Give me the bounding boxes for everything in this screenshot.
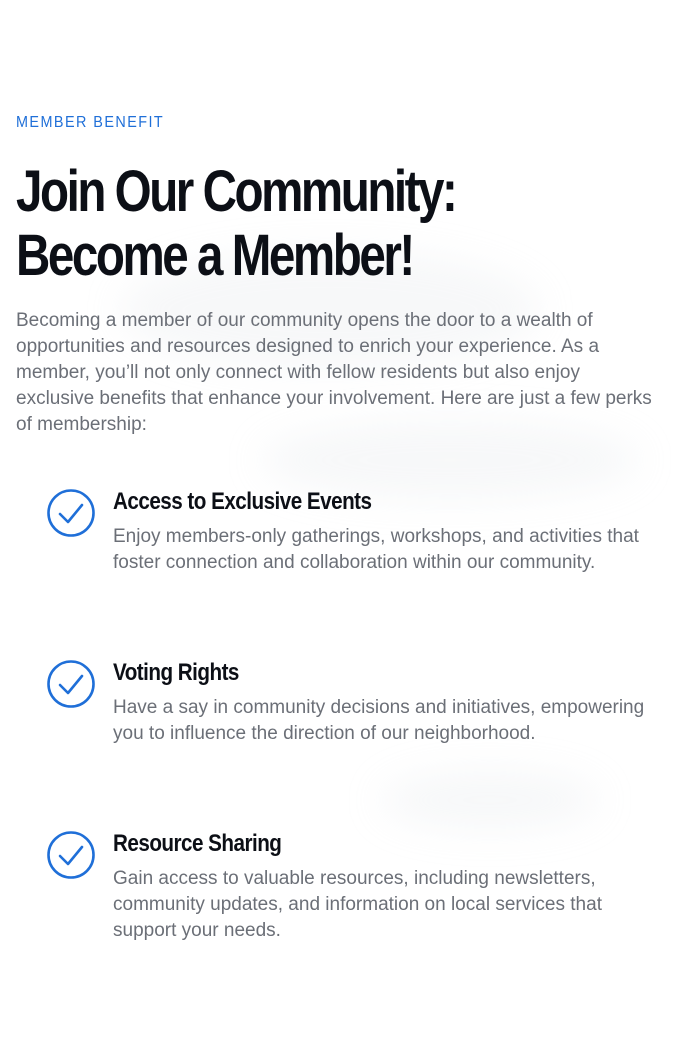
benefit-body (113, 828, 658, 944)
page-title-line-2: Become a Member! (16, 223, 413, 288)
eyebrow-label: MEMBER BENEFIT (16, 114, 165, 131)
benefits-list (46, 486, 656, 999)
benefit-body (113, 486, 658, 576)
benefit-description: Enjoy members-only gatherings, workshops, and activities that foster connection and collaboration within our community. (113, 526, 639, 573)
check-circle-icon (46, 659, 96, 709)
intro-paragraph: Becoming a member of our community opens the door to a wealth of opportunities and resources designed to enrich your experience. As a member, you’ll not only connect with fellow residents but also enjoy exclusive benefits that enhance your involvement. Here are just a few perks of membership: (16, 310, 652, 435)
membership-section (16, 114, 661, 438)
benefit-item-voting-rights (46, 657, 656, 828)
benefit-item-resource-sharing (46, 828, 656, 999)
check-circle-icon (46, 830, 96, 880)
benefit-description: Have a say in community decisions and initiatives, empowering you to influence the direction of our neighborhood. (113, 697, 645, 744)
benefit-title: Voting Rights (113, 659, 239, 686)
benefit-description: Gain access to valuable resources, including newsletters, community updates, and information on local services that support your needs. (113, 868, 602, 941)
page-title-line-1: Join Our Community: (16, 159, 456, 224)
page-title (16, 160, 475, 288)
benefit-body (113, 657, 658, 747)
benefit-item-exclusive-events (46, 486, 656, 657)
check-circle-icon (46, 488, 96, 538)
benefit-title: Access to Exclusive Events (113, 488, 372, 515)
benefit-title: Resource Sharing (113, 830, 282, 857)
